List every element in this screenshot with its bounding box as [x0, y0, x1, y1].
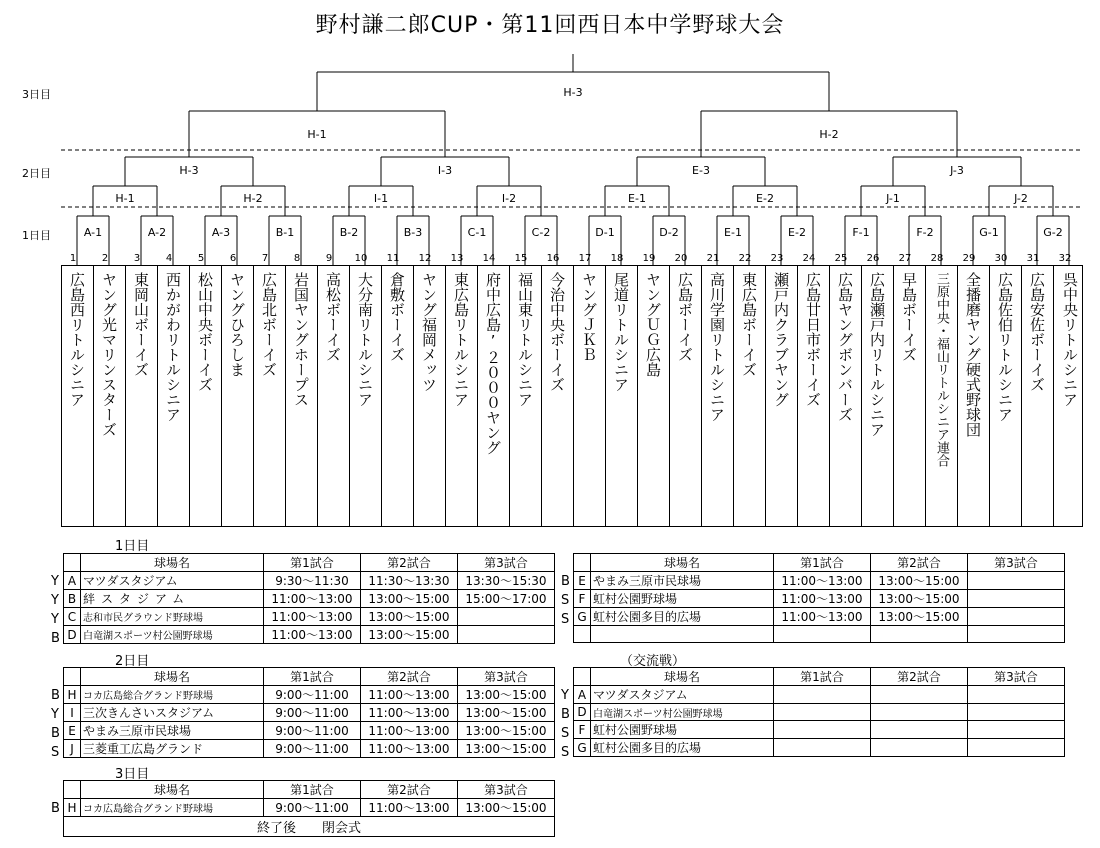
time-slot: 11:00〜13:00	[361, 686, 458, 704]
league-letter: Y	[561, 688, 569, 703]
venue-name: 白竜湖スポーツ村公園野球場	[81, 626, 264, 644]
venue-name: やまみ三原市民球場	[81, 722, 264, 740]
header-venue: 球場名	[591, 668, 774, 686]
time-slot	[774, 686, 871, 704]
game-label-r1: B-3	[403, 226, 423, 239]
team-number: 31	[1026, 253, 1040, 264]
team-number: 9	[325, 253, 333, 264]
time-slot: 13:00〜15:00	[361, 590, 458, 608]
league-letter: S	[561, 745, 570, 760]
league-letter: S	[51, 745, 60, 760]
game-label-r1: G-2	[1043, 226, 1063, 239]
team-name: ヤングひろしま	[222, 266, 254, 526]
team-name: 瀬戸内クラブヤング	[766, 266, 798, 526]
team-number: 25	[834, 253, 848, 264]
game-label-r1: C-2	[531, 226, 551, 239]
game-label-r2: H-1	[115, 192, 135, 205]
time-slot	[968, 721, 1065, 739]
time-slot: 13:00〜15:00	[871, 572, 968, 590]
game-label-r1: C-1	[467, 226, 487, 239]
team-number: 32	[1058, 253, 1072, 264]
time-slot: 13:00〜15:00	[361, 626, 458, 644]
game-label-r2: H-2	[243, 192, 263, 205]
team-name: 広島安佐ボーイズ	[1022, 266, 1054, 526]
game-label-qf: J-3	[950, 164, 964, 177]
team-number: 10	[354, 253, 368, 264]
league-letter: S	[561, 726, 570, 741]
header-venue: 球場名	[591, 554, 774, 572]
empty-cell	[64, 554, 81, 572]
team-name: 広島西リトルシニア	[62, 266, 94, 526]
time-slot: 15:00〜17:00	[458, 590, 555, 608]
team-number: 6	[229, 253, 237, 264]
game-label-qf: E-3	[692, 164, 710, 177]
header-g1: 第1試合	[264, 781, 361, 799]
day3-label: 3日目	[22, 88, 51, 101]
team-name: 福山東リトルシニア	[510, 266, 542, 526]
game-label-r2: I-2	[501, 192, 517, 205]
court-code: F	[574, 590, 591, 608]
team-number: 2	[101, 253, 109, 264]
time-slot: 11:30〜13:30	[361, 572, 458, 590]
court-code: B	[64, 590, 81, 608]
venue-name: 三次きんさいスタジアム	[81, 704, 264, 722]
team-name: ヤング福岡メッツ	[414, 266, 446, 526]
venue-name: 志和市民グラウンド野球場	[81, 608, 264, 626]
time-slot	[774, 704, 871, 721]
venue-name: コカ広島総合グランド野球場	[81, 686, 264, 704]
time-slot: 13:00〜15:00	[458, 704, 555, 722]
team-name: 三原中央・福山リトルシニア連合	[926, 266, 958, 526]
league-letter: S	[561, 593, 570, 608]
header-g3: 第3試合	[458, 554, 555, 572]
court-code: D	[64, 626, 81, 644]
header-g3: 第3試合	[458, 781, 555, 799]
time-slot: 11:00〜13:00	[264, 590, 361, 608]
team-name: 早島ボーイズ	[894, 266, 926, 526]
game-label-r1: F-2	[916, 226, 934, 239]
page-title: 野村謙二郎CUP・第11回西日本中学野球大会	[315, 13, 785, 38]
team-number: 20	[674, 253, 688, 264]
game-label-r2: I-1	[373, 192, 389, 205]
team-name: ヤングＪＫＢ	[574, 266, 606, 526]
team-number: 16	[546, 253, 560, 264]
time-slot	[871, 739, 968, 757]
team-name: 呉中央リトルシニア	[1061, 272, 1079, 407]
team-number: 3	[133, 253, 141, 264]
team-number: 22	[738, 253, 752, 264]
team-number: 28	[930, 253, 944, 264]
team-name: 高川学園リトルシニア	[702, 266, 734, 526]
team-number: 13	[450, 253, 464, 264]
team-number: 27	[898, 253, 912, 264]
team-number: 18	[610, 253, 624, 264]
court-code: A	[574, 686, 591, 704]
venue-name: 虹村公園多目的広場	[591, 739, 774, 757]
venue-name: マツダスタジアム	[591, 686, 774, 704]
header-g2: 第2試合	[361, 668, 458, 686]
header-g1: 第1試合	[774, 668, 871, 686]
team-name: 広島ヤングボンバーズ	[830, 266, 862, 526]
time-slot: 11:00〜13:00	[774, 590, 871, 608]
team-name: 広島ボーイズ	[670, 266, 702, 526]
venue-name: 虹村公園野球場	[591, 721, 774, 739]
team-number: 5	[197, 253, 205, 264]
team-name: 東岡山ボーイズ	[126, 266, 158, 526]
team-number: 1	[69, 253, 77, 264]
team-name: 高松ボーイズ	[318, 266, 350, 526]
team-number: 17	[578, 253, 592, 264]
time-slot: 11:00〜13:00	[361, 722, 458, 740]
game-label-final: H-3	[563, 86, 583, 99]
header-g1: 第1試合	[264, 668, 361, 686]
team-name: 全播磨ヤング硬式野球団	[958, 266, 990, 526]
game-label-r2: E-1	[628, 192, 646, 205]
team-name: 広島佐伯リトルシニア	[990, 266, 1022, 526]
time-slot: 11:00〜13:00	[264, 626, 361, 644]
time-slot	[968, 686, 1065, 704]
header-g2: 第2試合	[361, 781, 458, 799]
game-label-r2: J-2	[1014, 192, 1028, 205]
header-g2: 第2試合	[871, 554, 968, 572]
game-label-r1: E-1	[724, 226, 742, 239]
venue-name: 白竜湖スポーツ村公園野球場	[591, 704, 774, 721]
court-code: E	[64, 722, 81, 740]
time-slot: 9:30〜11:30	[264, 572, 361, 590]
time-slot	[774, 739, 871, 757]
section-day2: 2日目	[115, 654, 150, 669]
team-number: 24	[802, 253, 816, 264]
time-slot: 13:00〜15:00	[458, 740, 555, 758]
time-slot: 13:00〜15:00	[871, 590, 968, 608]
team-number: 26	[866, 253, 880, 264]
game-label-qf: I-3	[437, 164, 453, 177]
league-letter: B	[51, 726, 60, 741]
time-slot	[871, 686, 968, 704]
empty-cell	[64, 781, 81, 799]
game-label-semi: H-1	[307, 128, 327, 141]
day1-label: 1日目	[22, 229, 51, 242]
league-letter: B	[561, 707, 570, 722]
time-slot: 13:30〜15:30	[458, 572, 555, 590]
time-slot: 13:00〜15:00	[458, 686, 555, 704]
team-name: 今治中央ボーイズ	[542, 266, 574, 526]
time-slot	[458, 608, 555, 626]
section-day3: 3日目	[115, 767, 150, 782]
team-name: 東広島ボーイズ	[734, 266, 766, 526]
league-letter: B	[51, 801, 60, 816]
header-g3: 第3試合	[968, 554, 1065, 572]
time-slot	[871, 721, 968, 739]
team-number: 29	[962, 253, 976, 264]
team-name: 倉敷ボーイズ	[382, 266, 414, 526]
team-name: 岩国ヤングホープス	[286, 266, 318, 526]
header-g1: 第1試合	[774, 554, 871, 572]
team-name: 府中広島’２０００ヤング	[478, 266, 510, 526]
header-g1: 第1試合	[264, 554, 361, 572]
time-slot	[968, 608, 1065, 626]
team-number: 8	[293, 253, 301, 264]
league-letter: Y	[51, 574, 59, 589]
empty-cell	[64, 668, 81, 686]
venue-name: 三菱重工広島グランド	[81, 740, 264, 758]
court-code: G	[574, 608, 591, 626]
game-label-qf: H-3	[179, 164, 199, 177]
venue-name: コカ広島総合グランド野球場	[81, 799, 264, 817]
court-code: I	[64, 704, 81, 722]
court-code: A	[64, 572, 81, 590]
team-number: 19	[642, 253, 656, 264]
time-slot: 13:00〜15:00	[871, 608, 968, 626]
time-slot: 13:00〜15:00	[361, 608, 458, 626]
exchange-table	[573, 667, 1065, 757]
venue-name: 虹村公園多目的広場	[591, 608, 774, 626]
day3-table	[63, 780, 555, 837]
game-label-r1: A-3	[211, 226, 231, 239]
day2-label: 2日目	[22, 167, 51, 180]
team-number: 14	[482, 253, 496, 264]
league-letter: B	[561, 574, 570, 589]
league-letter: Y	[51, 593, 59, 608]
empty-cell	[871, 626, 968, 643]
team-name: 西かがわリトルシニア	[158, 266, 190, 526]
time-slot	[968, 704, 1065, 721]
day2-table	[63, 667, 555, 758]
header-venue: 球場名	[81, 554, 264, 572]
team-number: 4	[165, 253, 173, 264]
team-number: 12	[418, 253, 432, 264]
team-name: 広島北ボーイズ	[254, 266, 286, 526]
league-letter: Y	[51, 707, 59, 722]
game-label-r1: B-2	[339, 226, 359, 239]
venue-name: 絆スタジアム	[81, 590, 264, 608]
empty-cell	[574, 626, 591, 643]
time-slot	[968, 572, 1065, 590]
court-code: G	[574, 739, 591, 757]
team-number: 21	[706, 253, 720, 264]
section-day1: 1日目	[115, 539, 150, 554]
empty-cell	[968, 626, 1065, 643]
time-slot	[871, 704, 968, 721]
time-slot: 9:00〜11:00	[264, 722, 361, 740]
game-label-r1: A-1	[83, 226, 103, 239]
team-name: ヤングＵＧ広島	[638, 266, 670, 526]
game-label-r1: D-2	[659, 226, 679, 239]
time-slot: 9:00〜11:00	[264, 686, 361, 704]
court-code: H	[64, 799, 81, 817]
time-slot: 11:00〜13:00	[361, 740, 458, 758]
time-slot	[968, 590, 1065, 608]
venue-name: 虹村公園野球場	[591, 590, 774, 608]
court-code: E	[574, 572, 591, 590]
venue-name: マツダスタジアム	[81, 572, 264, 590]
time-slot: 11:00〜13:00	[361, 799, 458, 817]
game-label-r2: E-2	[756, 192, 774, 205]
team-name: 大分南リトルシニア	[350, 266, 382, 526]
header-venue: 球場名	[81, 668, 264, 686]
game-label-semi: H-2	[819, 128, 839, 141]
league-letter: B	[51, 688, 60, 703]
venue-name: やまみ三原市民球場	[591, 572, 774, 590]
empty-cell	[591, 626, 774, 643]
team-number: 11	[386, 253, 400, 264]
header-venue: 球場名	[81, 781, 264, 799]
time-slot	[774, 721, 871, 739]
empty-cell	[574, 554, 591, 572]
team-name: 東広島リトルシニア	[446, 266, 478, 526]
game-label-r1: D-1	[595, 226, 615, 239]
league-letter: Y	[51, 612, 59, 627]
time-slot: 9:00〜11:00	[264, 704, 361, 722]
game-label-r2: J-1	[886, 192, 900, 205]
team-name: ヤング光マリンスターズ	[94, 266, 126, 526]
time-slot: 9:00〜11:00	[264, 740, 361, 758]
time-slot	[458, 626, 555, 644]
team-number: 23	[770, 253, 784, 264]
header-g2: 第2試合	[871, 668, 968, 686]
court-code: C	[64, 608, 81, 626]
game-label-r1: B-1	[275, 226, 295, 239]
time-slot: 13:00〜15:00	[458, 799, 555, 817]
section-exchange: （交流戦）	[620, 654, 686, 669]
team-number: 7	[261, 253, 269, 264]
closing-ceremony: 終了後 閉会式	[64, 817, 555, 837]
court-code: F	[574, 721, 591, 739]
team-number: 15	[514, 253, 528, 264]
team-name: 松山中央ボーイズ	[190, 266, 222, 526]
header-g3: 第3試合	[458, 668, 555, 686]
league-letter: B	[51, 631, 60, 646]
time-slot: 11:00〜13:00	[361, 704, 458, 722]
court-code: D	[574, 704, 591, 721]
header-g2: 第2試合	[361, 554, 458, 572]
team-name: 尾道リトルシニア	[606, 266, 638, 526]
time-slot: 11:00〜13:00	[774, 572, 871, 590]
game-label-r1: F-1	[852, 226, 870, 239]
team-name: 広島廿日市ボーイズ	[798, 266, 830, 526]
team-number: 30	[994, 253, 1008, 264]
league-letter: S	[561, 612, 570, 627]
day1-table-left	[63, 553, 555, 644]
time-slot: 11:00〜13:00	[774, 608, 871, 626]
game-label-r1: E-2	[788, 226, 806, 239]
court-code: J	[64, 740, 81, 758]
time-slot: 9:00〜11:00	[264, 799, 361, 817]
time-slot: 11:00〜13:00	[264, 608, 361, 626]
empty-cell	[574, 668, 591, 686]
game-label-r1: A-2	[147, 226, 167, 239]
time-slot	[968, 739, 1065, 757]
day1-table-right	[573, 553, 1065, 643]
game-label-r1: G-1	[979, 226, 999, 239]
header-g3: 第3試合	[968, 668, 1065, 686]
team-name: 広島瀬戸内リトルシニア	[862, 266, 894, 526]
court-code: H	[64, 686, 81, 704]
team-list	[61, 265, 1083, 527]
time-slot: 13:00〜15:00	[458, 722, 555, 740]
empty-cell	[774, 626, 871, 643]
